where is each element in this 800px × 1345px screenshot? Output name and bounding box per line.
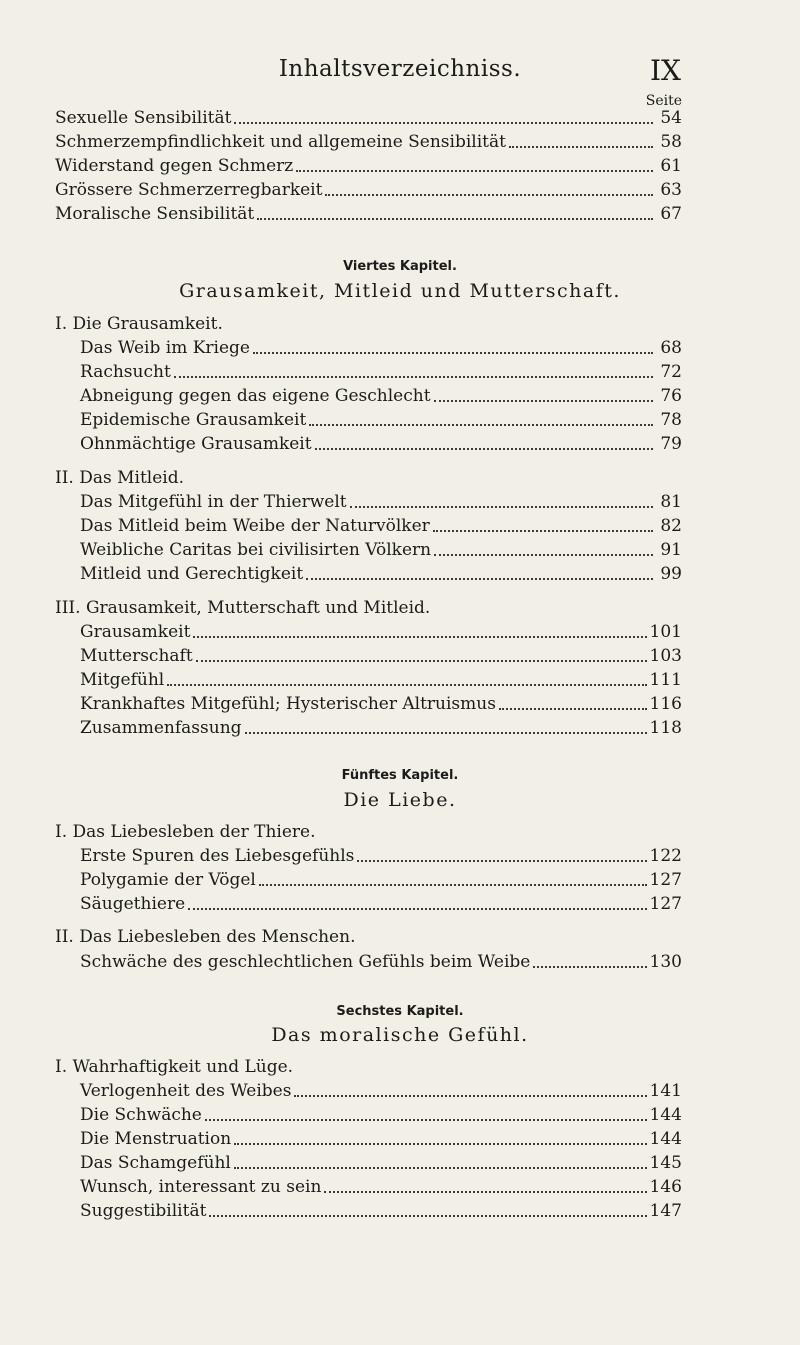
toc-entry <box>80 409 682 431</box>
entry-page: 67 <box>660 204 682 224</box>
entry-title: Die Menstruation <box>80 1129 232 1149</box>
leader-dots <box>499 708 647 710</box>
chapter-title: Grausamkeit, Mitleid und Mutterschaft. <box>179 280 621 302</box>
entry-page: 147 <box>649 1201 682 1221</box>
entry-title: Abneigung gegen das eigene Geschlecht <box>80 386 431 406</box>
toc-entry <box>80 1200 682 1222</box>
leader-dots <box>315 448 653 450</box>
entry-page: 68 <box>660 338 682 358</box>
entry-page: 122 <box>649 846 682 866</box>
entry-page: 81 <box>660 492 682 512</box>
leader-dots <box>434 400 653 402</box>
leader-dots <box>259 884 647 886</box>
leader-dots <box>350 506 653 508</box>
entry-page: 61 <box>660 156 682 176</box>
entry-page: 79 <box>660 434 682 454</box>
entry-title: Mitgefühl <box>80 670 165 690</box>
leader-dots <box>196 660 647 662</box>
toc-entry <box>80 539 682 561</box>
section-heading: III. Grausamkeit, Mutterschaft und Mitleid. <box>55 598 431 618</box>
entry-page: 54 <box>660 108 682 128</box>
entry-title: Grausamkeit <box>80 622 191 642</box>
entry-title: Widerstand gegen Schmerz <box>55 156 294 176</box>
toc-entry <box>80 1104 682 1126</box>
chapter-label: Sechstes Kapitel. <box>336 1004 464 1019</box>
running-title: Inhaltsverzeichniss. <box>278 56 522 82</box>
toc-entry <box>80 693 682 715</box>
leader-dots <box>205 1119 647 1121</box>
toc-entry <box>80 337 682 359</box>
entry-page: 141 <box>649 1081 682 1101</box>
entry-page: 144 <box>649 1105 682 1125</box>
leader-dots <box>234 1167 647 1169</box>
leader-dots <box>296 170 653 172</box>
toc-entry <box>80 645 682 667</box>
entry-page: 76 <box>660 386 682 406</box>
toc-entry <box>80 951 682 973</box>
seite-label: Seite <box>645 93 682 109</box>
entry-page: 58 <box>660 132 682 152</box>
entry-title: Säugethiere <box>80 894 186 914</box>
entry-page: 127 <box>649 894 682 914</box>
leader-dots <box>533 966 646 968</box>
toc-entry <box>55 155 682 177</box>
entry-title: Moralische Sensibilität <box>55 204 255 224</box>
entry-title: Erste Spuren des Liebesgefühls <box>80 846 355 866</box>
leader-dots <box>234 1143 646 1145</box>
entry-title: Schwäche des geschlechtlichen Gefühls beim Weibe <box>80 952 531 972</box>
toc-entry <box>80 845 682 867</box>
entry-title: Epidemische Grausamkeit <box>80 410 307 430</box>
entry-page: 99 <box>660 564 682 584</box>
toc-entry <box>80 385 682 407</box>
toc-entry <box>80 893 682 915</box>
leader-dots <box>433 530 653 532</box>
entry-title: Rachsucht <box>80 362 171 382</box>
entry-title: Polygamie der Vögel <box>80 870 256 890</box>
toc-entry <box>80 515 682 537</box>
leader-dots <box>245 732 647 734</box>
entry-title: Krankhaftes Mitgefühl; Hysterischer Altruismus <box>80 694 496 714</box>
chapter-label: Fünftes Kapitel. <box>341 768 459 783</box>
leader-dots <box>234 122 653 124</box>
chapter-title: Die Liebe. <box>343 789 457 811</box>
leader-dots <box>306 578 653 580</box>
entry-title: Das Schamgefühl <box>80 1153 231 1173</box>
leader-dots <box>167 684 646 686</box>
entry-page: 111 <box>649 670 682 690</box>
entry-title: Grössere Schmerzerregbarkeit <box>55 180 323 200</box>
leader-dots <box>309 424 653 426</box>
toc-entry <box>80 869 682 891</box>
entry-title: Verlogenheit des Weibes <box>80 1081 292 1101</box>
entry-title: Das Mitleid beim Weibe der Naturvölker <box>80 516 430 536</box>
toc-entry <box>80 1080 682 1102</box>
entry-page: 144 <box>649 1129 682 1149</box>
entry-page: 130 <box>649 952 682 972</box>
entry-title: Suggestibilität <box>80 1201 207 1221</box>
section-heading: II. Das Liebesleben des Menschen. <box>55 927 356 947</box>
toc-entry <box>80 1128 682 1150</box>
entry-page: 127 <box>649 870 682 890</box>
entry-page: 116 <box>649 694 682 714</box>
entry-page: 72 <box>660 362 682 382</box>
section-heading: I. Die Grausamkeit. <box>55 314 223 334</box>
leader-dots <box>434 554 653 556</box>
entry-title: Das Mitgefühl in der Thierwelt <box>80 492 347 512</box>
entry-title: Ohnmächtige Grausamkeit <box>80 434 312 454</box>
toc-entry <box>80 491 682 513</box>
leader-dots <box>188 908 646 910</box>
toc-entry <box>80 1152 682 1174</box>
leader-dots <box>294 1095 646 1097</box>
entry-title: Schmerzempfindlichkeit und allgemeine Sensibilität <box>55 132 506 152</box>
toc-entry <box>80 361 682 383</box>
toc-entry <box>55 179 682 201</box>
toc-entry <box>80 717 682 739</box>
entry-page: 103 <box>649 646 682 666</box>
page-number: IX <box>650 54 681 87</box>
leader-dots <box>209 1215 646 1217</box>
toc-entry <box>80 1176 682 1198</box>
entry-page: 82 <box>660 516 682 536</box>
toc-entry <box>80 563 682 585</box>
entry-page: 118 <box>649 718 682 738</box>
leader-dots <box>174 376 653 378</box>
entry-page: 146 <box>649 1177 682 1197</box>
entry-title: Sexuelle Sensibilität <box>55 108 232 128</box>
toc-entry <box>80 621 682 643</box>
entry-page: 78 <box>660 410 682 430</box>
entry-title: Wunsch, interessant zu sein <box>80 1177 322 1197</box>
leader-dots <box>253 352 653 354</box>
leader-dots <box>257 218 653 220</box>
leader-dots <box>325 194 653 196</box>
section-heading: I. Wahrhaftigkeit und Lüge. <box>55 1057 294 1077</box>
entry-title: Mitleid und Gerechtigkeit <box>80 564 304 584</box>
chapter-title: Das moralische Gefühl. <box>271 1024 529 1046</box>
toc-entry <box>80 433 682 455</box>
toc-entry <box>80 669 682 691</box>
entry-title: Mutterschaft <box>80 646 193 666</box>
section-heading: I. Das Liebesleben der Thiere. <box>55 822 316 842</box>
entry-title: Das Weib im Kriege <box>80 338 250 358</box>
entry-page: 91 <box>660 540 682 560</box>
entry-title: Zusammenfassung <box>80 718 242 738</box>
running-head <box>0 48 800 88</box>
chapter-label: Viertes Kapitel. <box>343 259 457 274</box>
toc-entry <box>55 107 682 129</box>
leader-dots <box>324 1191 646 1193</box>
toc-entry <box>55 203 682 225</box>
entry-page: 145 <box>649 1153 682 1173</box>
section-heading: II. Das Mitleid. <box>55 468 185 488</box>
entry-page: 63 <box>660 180 682 200</box>
toc-entry <box>55 131 682 153</box>
entry-page: 101 <box>649 622 682 642</box>
leader-dots <box>509 146 653 148</box>
entry-title: Die Schwäche <box>80 1105 202 1125</box>
leader-dots <box>357 860 646 862</box>
leader-dots <box>193 636 646 638</box>
entry-title: Weibliche Caritas bei civilisirten Völkern <box>80 540 432 560</box>
